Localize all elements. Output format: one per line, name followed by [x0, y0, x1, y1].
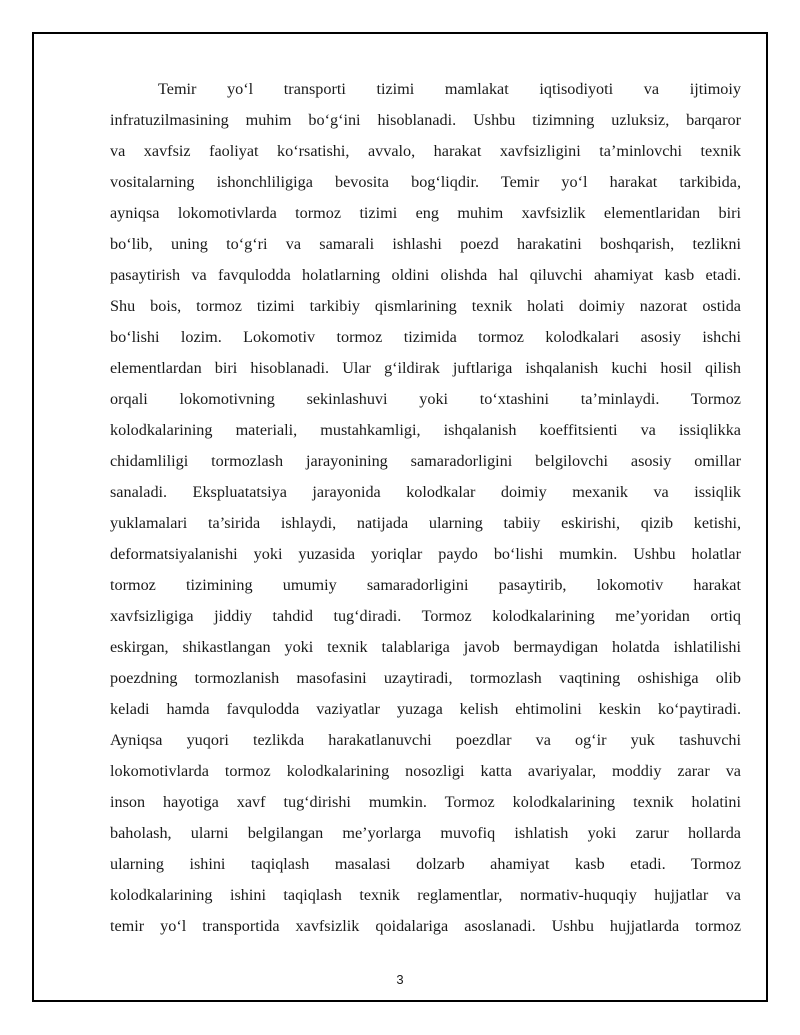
text-line: kolodkalarining ishini taqiqlash texnik reglamentlar, normativ-huquqiy hujjatlar va — [110, 886, 741, 904]
text-line: va xavfsiz faoliyat ko‘rsatishi, avvalo, harakat xavfsizligini ta’minlovchi texnik — [110, 142, 741, 160]
text-line: ayniqsa lokomotivlarda tormoz tizimi eng muhim xavfsizlik elementlaridan biri — [110, 204, 741, 222]
text-line: poezdning tormozlanish masofasini uzaytiradi, tormozlash vaqtining oshishiga olib — [110, 669, 741, 687]
text-line: Shu bois, tormoz tizimi tarkibiy qismlarining texnik holati doimiy nazorat ostida — [110, 297, 741, 315]
text-line: lokomotivlarda tormoz kolodkalarining nosozligi katta avariyalar, moddiy zarar va — [110, 762, 741, 780]
text-line: inson hayotiga xavf tug‘dirishi mumkin. Tormoz kolodkalarining texnik holatini — [110, 793, 741, 811]
text-line: ularning ishini taqiqlash masalasi dolzarb ahamiyat kasb etadi. Tormoz — [110, 855, 741, 873]
text-line: deformatsiyalanishi yoki yuzasida yoriqlar paydo bo‘lishi mumkin. Ushbu holatlar — [110, 545, 741, 563]
text-line: sanaladi. Ekspluatatsiya jarayonida kolodkalar doimiy mexanik va issiqlik — [110, 483, 741, 501]
text-line: baholash, ularni belgilangan me’yorlarga muvofiq ishlatish yoki zarur hollarda — [110, 824, 741, 842]
text-line: kolodkalarining materiali, mustahkamligi, ishqalanish koeffitsienti va issiqlikka — [110, 421, 741, 439]
text-line: Temir yo‘l transporti tizimi mamlakat iqtisodiyoti va ijtimoiy — [158, 80, 741, 98]
page-number: 3 — [396, 972, 404, 987]
text-line: temir yo‘l transportida xavfsizlik qoidalariga asoslanadi. Ushbu hujjatlarda tormoz — [110, 917, 741, 935]
text-line: chidamliligi tormozlash jarayonining samaradorligini belgilovchi asosiy omillar — [110, 452, 741, 470]
text-line: Ayniqsa yuqori tezlikda harakatlanuvchi poezdlar va og‘ir yuk tashuvchi — [110, 731, 741, 749]
text-line: xavfsizligiga jiddiy tahdid tug‘diradi. Tormoz kolodkalarining me’yoridan ortiq — [110, 607, 741, 625]
text-line: keladi hamda favqulodda vaziyatlar yuzaga kelish ehtimolini keskin ko‘paytiradi. — [110, 700, 741, 718]
text-line: elementlardan biri hisoblanadi. Ular g‘ildirak juftlariga ishqalanish kuchi hosil qilish — [110, 359, 741, 377]
text-line: infratuzilmasining muhim bo‘g‘ini hisoblanadi. Ushbu tizimning uzluksiz, barqaror — [110, 111, 741, 129]
body-paragraph — [110, 74, 741, 942]
text-line: bo‘lib, uning to‘g‘ri va samarali ishlashi poezd harakatini boshqarish, tezlikni — [110, 235, 741, 253]
text-line: pasaytirish va favqulodda holatlarning oldini olishda hal qiluvchi ahamiyat kasb etadi. — [110, 266, 741, 284]
text-line: orqali lokomotivning sekinlashuvi yoki to‘xtashini ta’minlaydi. Tormoz — [110, 390, 741, 408]
text-line: tormoz tizimining umumiy samaradorligini pasaytirib, lokomotiv harakat — [110, 576, 741, 594]
text-line: bo‘lishi lozim. Lokomotiv tormoz tizimida tormoz kolodkalari asosiy ishchi — [110, 328, 741, 346]
page-frame — [32, 32, 768, 1002]
text-line: yuklamalari ta’sirida ishlaydi, natijada ularning tabiiy eskirishi, qizib ketishi, — [110, 514, 741, 532]
text-line: vositalarning ishonchliligiga bevosita bog‘liqdir. Temir yo‘l harakat tarkibida, — [110, 173, 741, 191]
text-line: eskirgan, shikastlangan yoki texnik talablariga javob bermaydigan holatda ishlatilishi — [110, 638, 741, 656]
